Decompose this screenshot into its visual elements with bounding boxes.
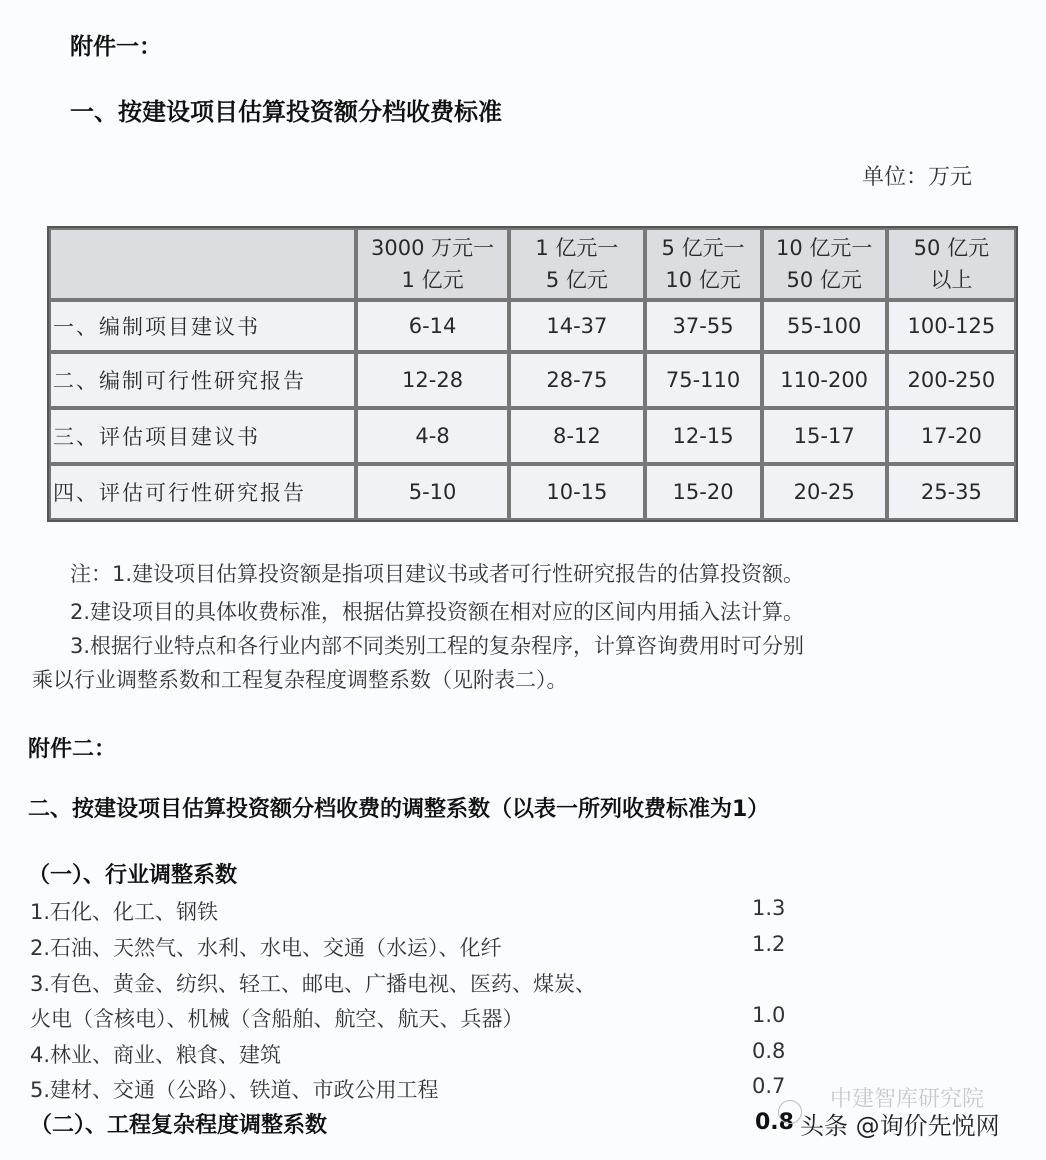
industry-item: 3.有色、黄金、纺织、轻工、邮电、广播电视、医药、煤炭、 <box>30 972 597 996</box>
industry-item: 5.建材、交通（公路）、铁道、市政公用工程 <box>30 1078 439 1102</box>
table-header-row <box>49 228 1016 300</box>
row-label: 一、编制项目建议书 <box>49 300 356 352</box>
watermark-logo-icon <box>778 1100 802 1124</box>
table-cell: 10-15 <box>509 464 644 520</box>
note-3-continued: 乘以行业调整系数和工程复杂程度调整系数（见附表二）。 <box>32 668 568 692</box>
table-row <box>49 352 1016 408</box>
industry-coefficient: 0.8 <box>752 1039 786 1063</box>
row-label: 三、评估项目建议书 <box>49 408 356 464</box>
header-line: 以上 <box>930 268 973 292</box>
table-cell: 12-15 <box>645 408 762 464</box>
industry-coefficient: 1.3 <box>752 896 786 920</box>
attachment-2-label: 附件二： <box>28 737 117 762</box>
unit-label: 单位：万元 <box>862 165 973 190</box>
table-cell: 25-35 <box>887 464 1016 520</box>
table-cell: 28-75 <box>509 352 644 408</box>
header-line: 50 亿元 <box>913 236 990 260</box>
table-row <box>49 300 1016 352</box>
table-cell: 6-14 <box>356 300 509 352</box>
industry-item: 2.石油、天然气、水利、水电、交通（水运）、化纤 <box>30 936 502 960</box>
row-label: 四、评估可行性研究报告 <box>49 464 356 520</box>
header-cell <box>356 228 509 300</box>
header-line: 5 亿元 <box>545 268 608 292</box>
table-cell: 4-8 <box>356 408 509 464</box>
industry-item: 4.林业、商业、粮食、建筑 <box>30 1043 282 1067</box>
attachment-1-label: 附件一： <box>70 34 162 60</box>
header-line: 5 亿元一 <box>661 236 745 260</box>
table-cell: 12-28 <box>356 352 509 408</box>
header-line: 10 亿元一 <box>775 236 873 260</box>
note-3: 3.根据行业特点和各行业内部不同类别工程的复杂程序，计算咨询费用时可分别 <box>70 634 805 658</box>
table-cell: 37-55 <box>645 300 762 352</box>
header-cell <box>762 228 887 300</box>
row-label: 二、编制可行性研究报告 <box>49 352 356 408</box>
table-row <box>49 464 1016 520</box>
complexity-coefficient: 0.8 <box>755 1110 794 1135</box>
adjustment-coefficient-title: 二、按建设项目估算投资额分档收费的调整系数（以表一所列收费标准为1） <box>28 797 770 822</box>
industry-coefficient: 1.0 <box>752 1003 786 1027</box>
table-cell: 20-25 <box>762 464 887 520</box>
industry-coefficient: 1.2 <box>752 932 786 956</box>
industry-coefficient-heading: （一）、行业调整系数 <box>28 863 238 888</box>
table-cell: 200-250 <box>887 352 1016 408</box>
header-corner-cell <box>49 228 356 300</box>
table-cell: 14-37 <box>509 300 644 352</box>
table-cell: 15-17 <box>762 408 887 464</box>
header-line: 10 亿元 <box>665 268 741 292</box>
watermark-ghost-text: 中建智库研究院 <box>830 1087 985 1112</box>
industry-coefficient: 0.7 <box>752 1074 786 1098</box>
table-cell: 55-100 <box>762 300 887 352</box>
table-cell: 17-20 <box>887 408 1016 464</box>
header-line: 1 亿元 <box>401 268 464 292</box>
industry-item-continued: 火电（含核电）、机械（含船舶、航空、航天、兵器） <box>30 1007 524 1031</box>
note-1: 注：1.建设项目估算投资额是指项目建议书或者可行性研究报告的估算投资额。 <box>70 562 805 586</box>
watermark-text: 头条 @询价先悦网 <box>800 1112 1000 1140</box>
header-cell <box>645 228 762 300</box>
industry-item: 1.石化、化工、钢铁 <box>30 900 219 924</box>
header-line: 3000 万元一 <box>370 236 495 260</box>
table-cell: 75-110 <box>645 352 762 408</box>
complexity-coefficient-heading: （二）、工程复杂程度调整系数 <box>30 1113 328 1138</box>
header-cell <box>509 228 644 300</box>
table-cell: 100-125 <box>887 300 1016 352</box>
header-line: 1 亿元一 <box>535 236 619 260</box>
fee-standard-table <box>47 226 1018 522</box>
fee-standard-title: 一、按建设项目估算投资额分档收费标准 <box>70 98 502 126</box>
table-cell: 110-200 <box>762 352 887 408</box>
table-cell: 8-12 <box>509 408 644 464</box>
table-row <box>49 408 1016 464</box>
header-line: 50 亿元 <box>786 268 862 292</box>
note-2: 2.建设项目的具体收费标准，根据估算投资额在相对应的区间内用插入法计算。 <box>70 600 805 624</box>
table-cell: 5-10 <box>356 464 509 520</box>
table-cell: 15-20 <box>645 464 762 520</box>
header-cell <box>887 228 1016 300</box>
